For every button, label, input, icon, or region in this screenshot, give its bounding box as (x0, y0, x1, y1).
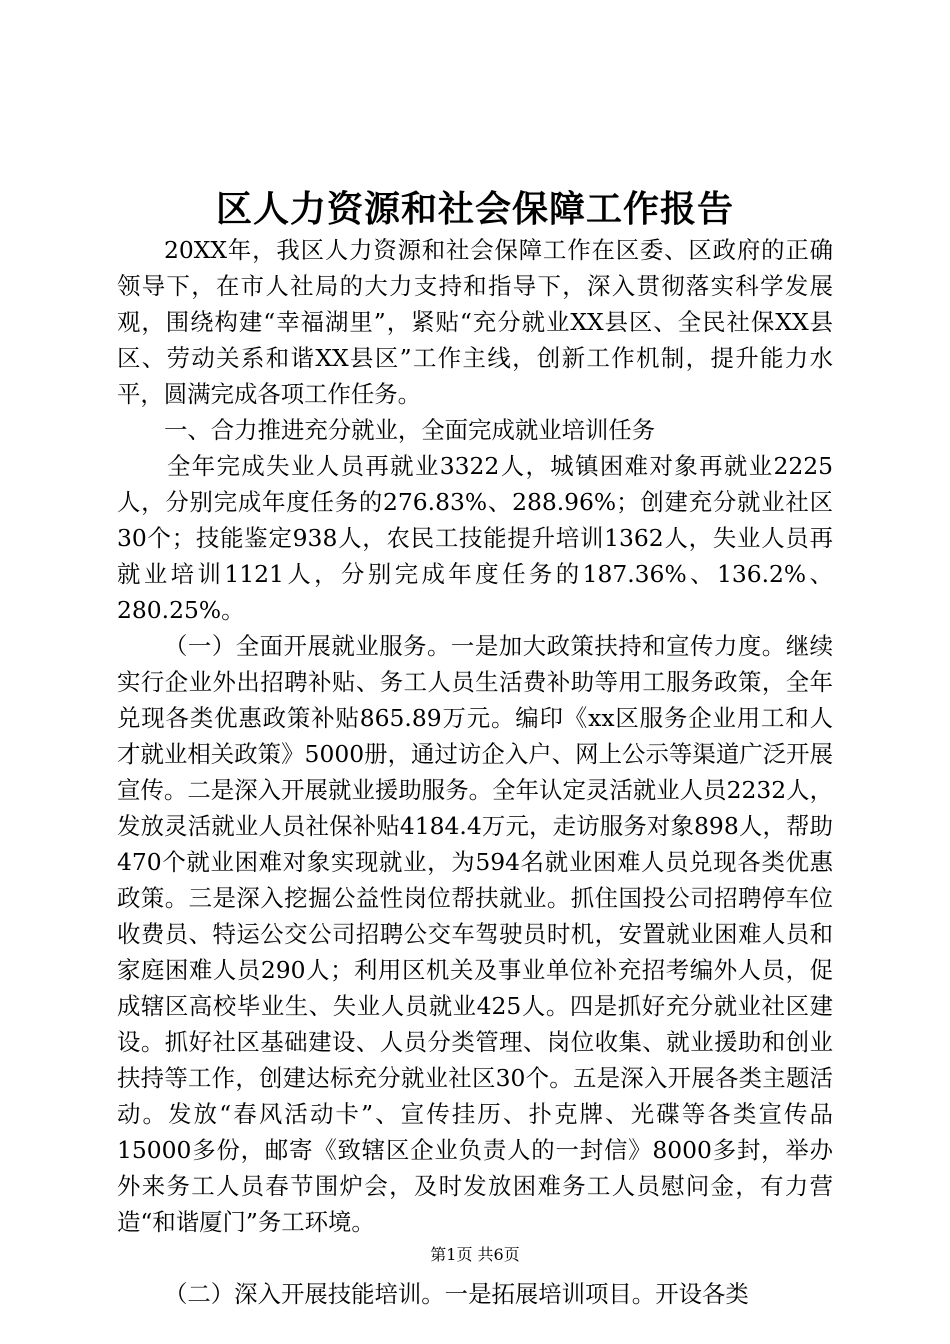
subsection-paragraph-2: （二）深入开展技能培训。一是拓展培训项目。开设各类 (164, 1280, 749, 1308)
document-body (117, 232, 833, 1312)
subsection-paragraph-1: （一）全面开展就业服务。一是加大政策扶持和宣传力度。继续实行企业外出招聘补贴、务工人员生活费补助等用工服务政策，全年兑现各类优惠政策补贴865.89万元。编印《xx区服务企业用工和人才就业相关政策》5000册，通过访企入户、网上公示等渠道广泛开展宣传。二是深入开展就业援助服务。全年认定灵活就业人员2232人，发放灵活就业人员社保补贴4184.4万元，走访服务对象898人，帮助470个就业困难对象实现就业，为594名就业困难人员兑现各类优惠政策。三是深入挖掘公益性岗位帮扶就业。抓住国投公司招聘停车位收费员、特运公交公司招聘公交车驾驶员时机，安置就业困难人员和家庭困难人员290人；利用区机关及事业单位补充招考编外人员，促成辖区高校毕业生、失业人员就业425人。四是抓好充分就业社区建设。抓好社区基础建设、人员分类管理、岗位收集、就业援助和创业扶持等工作，创建达标充分就业社区30个。五是深入开展各类主题活动。发放“春风活动卡”、宣传挂历、扑克牌、光碟等各类宣传品15000多份，邮寄《致辖区企业负责人的一封信》8000多封，举办外来务工人员春节围炉会，及时发放困难务工人员慰问金，有力营造“和谐厦门”务工环境。 (117, 632, 833, 1236)
document-title: 区人力资源和社会保障工作报告 (215, 188, 734, 230)
intro-paragraph: 20XX年，我区人力资源和社会保障工作在区委、区政府的正确领导下，在市人社局的大力支持和指导下，深入贯彻落实科学发展观，围绕构建“幸福湖里”，紧贴“充分就业XX县区、全民社保XX县区、劳动关系和谐XX县区”工作主线，创新工作机制，提升能力水平，圆满完成各项工作任务。 (117, 236, 833, 408)
page-number-footer: 第1页 共6页 (430, 1245, 520, 1264)
summary-paragraph: 全年完成失业人员再就业3322人，城镇困难对象再就业2225人，分别完成年度任务的276.83%、288.96%；创建充分就业社区30个；技能鉴定938人，农民工技能提升培训1362人，失业人员再就业培训1121人，分别完成年度任务的187.36%、136.2%、280.25%。 (117, 452, 833, 624)
section-heading-1: 一、合力推进充分就业，全面完成就业培训任务 (164, 416, 656, 444)
